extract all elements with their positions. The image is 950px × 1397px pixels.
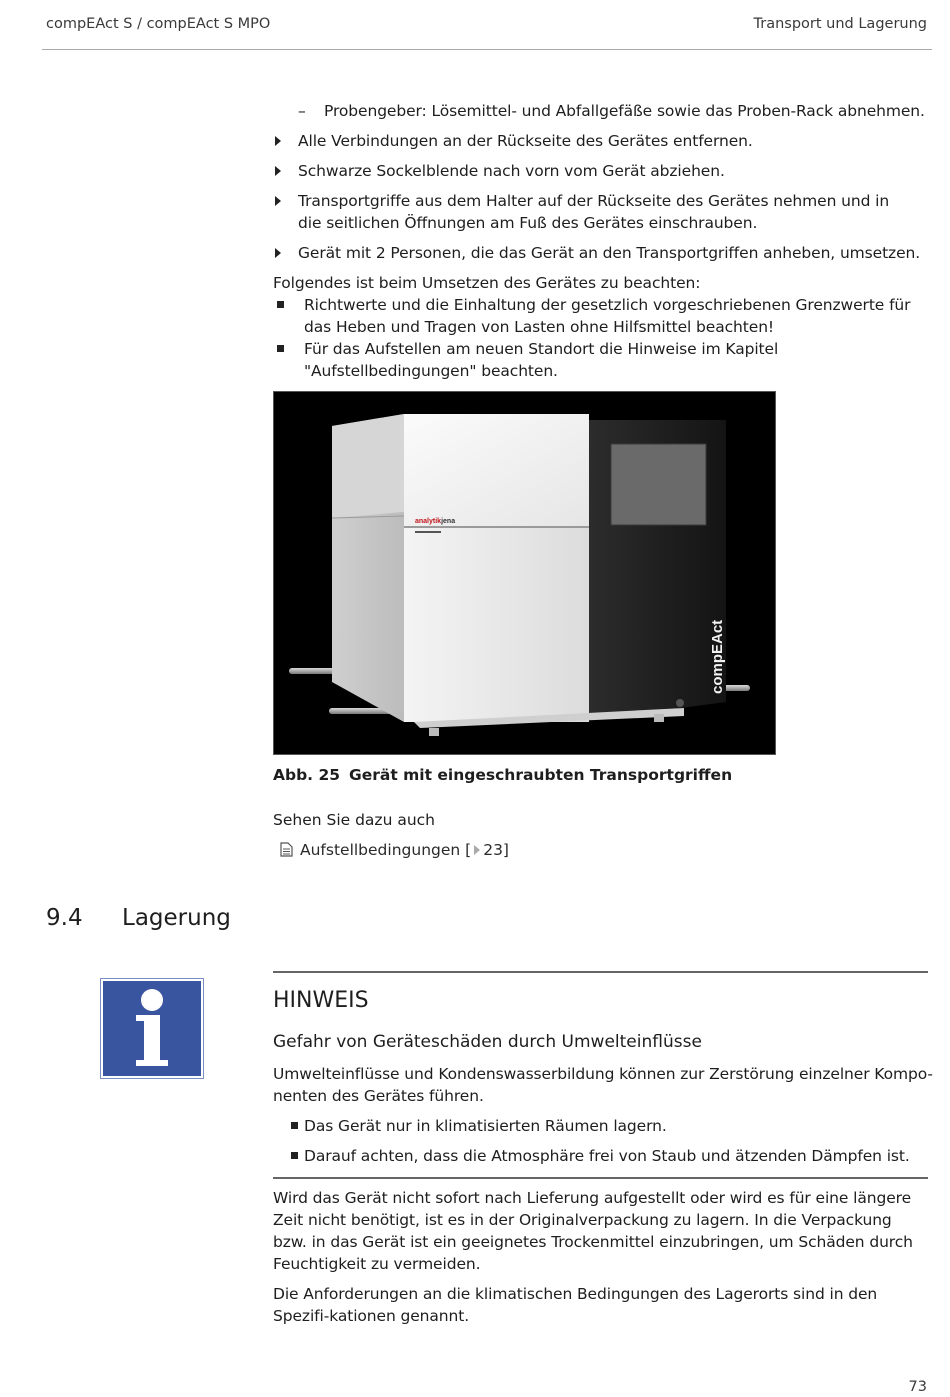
notice-bullet-item	[273, 1115, 933, 1137]
notice-bullet-item	[273, 1145, 933, 1167]
step-text: Schwarze Sockelblende nach vorn vom Gerät abziehen.	[298, 162, 725, 180]
device-display	[611, 444, 706, 525]
see-also-link-text[interactable]: Aufstellbedingungen [	[300, 841, 472, 859]
device-product-label: compEAct	[709, 619, 726, 694]
section-title: Lagerung	[122, 905, 231, 931]
step-item	[273, 242, 933, 264]
device-upper-front	[404, 414, 589, 526]
notice-bullet-text: Darauf achten, dass die Atmosphäre frei von Staub und ätzenden Dämpfen ist.	[304, 1147, 910, 1165]
see-also-page-number[interactable]: 23]	[483, 841, 509, 859]
step-text: Transportgriffe aus dem Halter auf der Rückseite des Gerätes nehmen und in die seitlichen Öffnungen am Fuß des Gerätes einschrauben.	[298, 192, 890, 232]
dash-marker: –	[298, 102, 306, 120]
storage-paragraph: Die Anforderungen an die klimatischen Bedingungen des Lagerorts sind in den Spezifi-kationen genannt.	[273, 1285, 878, 1325]
bullet-square-icon	[291, 1152, 298, 1159]
step-text: Alle Verbindungen an der Rückseite des Gerätes entfernen.	[298, 132, 753, 150]
step-arrow-icon	[275, 166, 281, 176]
notice-top-divider	[273, 971, 928, 973]
bullet-text: Richtwerte und die Einhaltung der gesetzlich vorgeschriebenen Grenzwerte für das Heben und Tragen von Lasten ohne Hilfsmittel beachten!	[304, 296, 911, 336]
intro-text: Folgendes ist beim Umsetzen des Gerätes zu beachten:	[273, 274, 701, 292]
bullet-item	[273, 294, 933, 338]
brand-logo: analytikjena	[415, 518, 456, 525]
storage-paragraph: Wird das Gerät nicht sofort nach Lieferung aufgestellt oder wird es für eine längere Zeit nicht benötigt, ist es in der Originalverpackung zu lagern. In die Verpackung bzw. in das Gerät ist ein geeignetes Trockenmittel einzubringen, um Schäden durch Feuchtigkeit zu vermeiden.	[273, 1189, 913, 1273]
step-arrow-icon	[275, 196, 281, 206]
section-number: 9.4	[46, 905, 83, 931]
figure-caption	[273, 766, 732, 784]
step-item	[273, 130, 933, 152]
device-lower-front	[404, 528, 589, 722]
step-arrow-icon	[275, 248, 281, 258]
bullet-text: Für das Aufstellen am neuen Standort die Hinweise im Kapitel "Aufstellbedingungen" beachten.	[304, 340, 779, 380]
device-photo	[273, 391, 776, 755]
document-icon	[280, 842, 293, 857]
header-chapter-title: Transport und Lagerung	[753, 16, 927, 32]
dash-item-text: Probengeber: Lösemittel- und Abfallgefäße sowie das Proben-Rack abnehmen.	[324, 102, 925, 120]
notice-title: HINWEIS	[273, 988, 369, 1013]
notice-text-line: Umwelteinflüsse und Kondenswasserbildung können zur Zerstörung einzelner Kompo-	[273, 1065, 933, 1083]
info-icon	[100, 978, 204, 1079]
dash-list-item	[273, 100, 933, 122]
notice-bottom-divider	[273, 1177, 928, 1179]
device-side-upper	[332, 414, 404, 518]
header-document-title: compEAct S / compEAct S MPO	[46, 16, 271, 32]
bullet-square-icon	[277, 345, 284, 352]
figure-number: Abb. 25	[273, 766, 341, 784]
page-reference-arrow-icon	[473, 844, 481, 856]
header-divider	[42, 49, 932, 50]
bullet-square-icon	[291, 1122, 298, 1129]
bullet-square-icon	[277, 301, 284, 308]
step-arrow-icon	[275, 136, 281, 146]
step-item	[273, 190, 933, 234]
notice-text-line: nenten des Gerätes führen.	[273, 1087, 484, 1105]
bullet-item	[273, 338, 933, 382]
step-item	[273, 160, 933, 182]
notice-bullet-text: Das Gerät nur in klimatisierten Räumen lagern.	[304, 1117, 667, 1135]
figure-caption-text: Gerät mit eingeschraubten Transportgriffen	[349, 766, 733, 784]
see-also-link[interactable]	[280, 841, 509, 859]
see-also-heading: Sehen Sie dazu auch	[273, 811, 435, 829]
page-number: 73	[908, 1379, 927, 1395]
step-text: Gerät mit 2 Personen, die das Gerät an den Transportgriffen anheben, umsetzen.	[298, 244, 921, 262]
notice-subtitle: Gefahr von Geräteschäden durch Umwelteinflüsse	[273, 1032, 702, 1052]
